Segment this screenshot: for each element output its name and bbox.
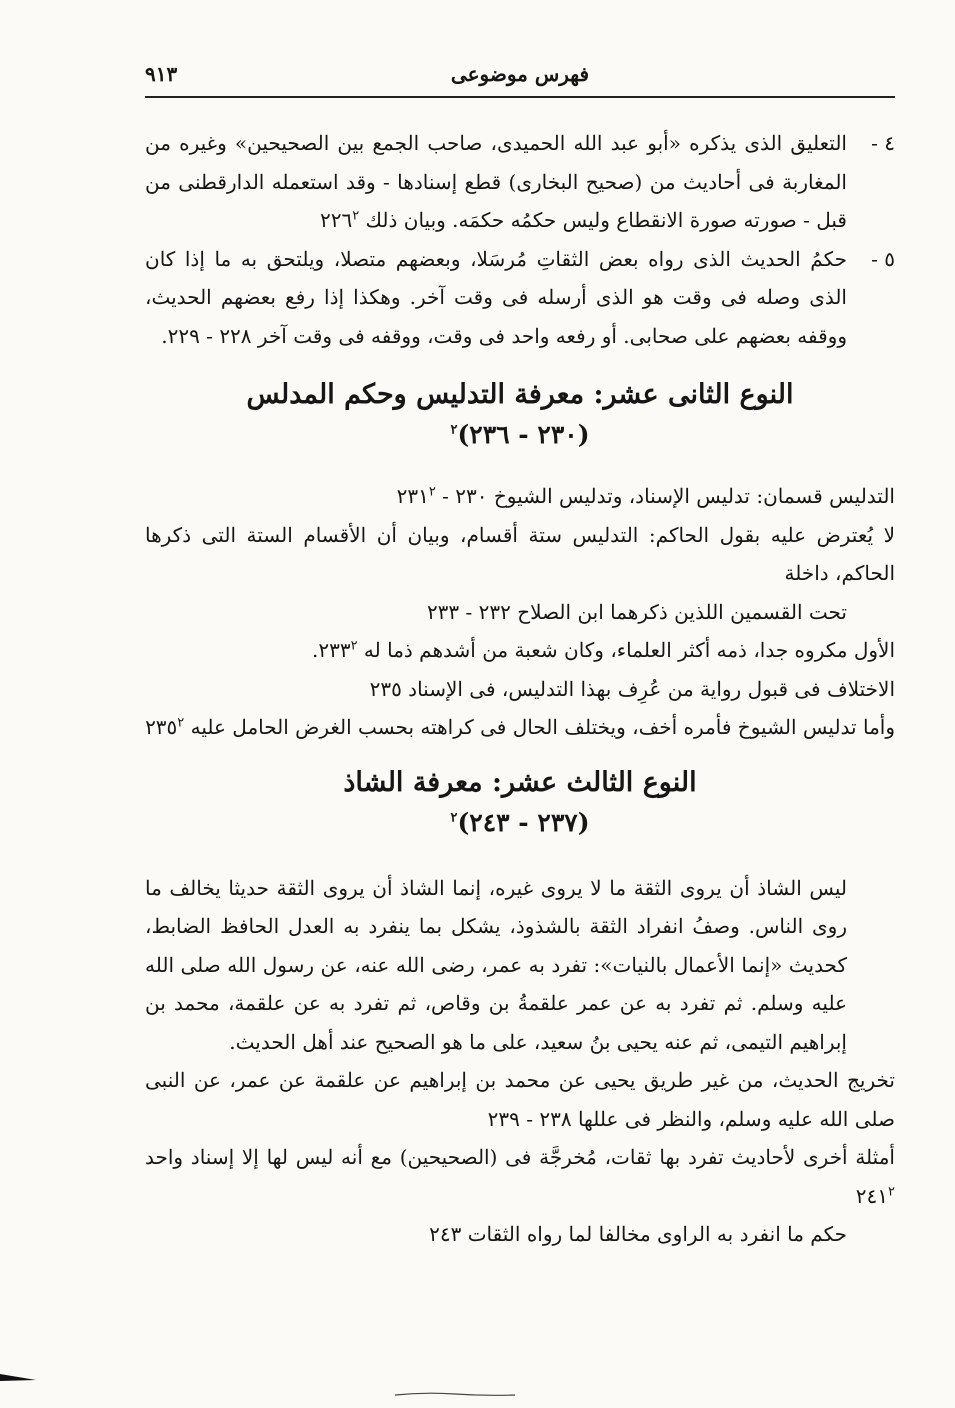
section-13-paragraph-1 bbox=[145, 869, 895, 1062]
index-item-4 bbox=[145, 124, 895, 240]
header-rule bbox=[145, 96, 895, 98]
section-12-entry-2-continued bbox=[145, 593, 895, 632]
entry-ref: ٢٣٣ bbox=[318, 638, 351, 662]
running-head bbox=[145, 56, 895, 92]
entry-text: الأول مكروه جدا، ذمه أكثر العلماء، وكان شعبة من أشدهم ذما له bbox=[357, 638, 895, 662]
entry-ref: ٢٤١ bbox=[855, 1183, 889, 1208]
footnote-mark: ٢ bbox=[450, 422, 458, 438]
entry-text: ليس الشاذ أن يروى الثقة ما لا يروى غيره، إنما الشاذ أن يروى الثقة حديثا يخالف ما روى الناس. وصفُ انفراد الثقة بالشذوذ، يشكل بما ينفرد به العدل الحافظ الضابط، كحديث «إنما الأعمال بالنيات»: تفرد به عمر، رضى الله عنه، عن رسول الله صلى الله عليه وسلم. ثم تفرد به عن عمر علقمةُ بن وقاص، ثم تفرد به عن علقمة، محمد بن إبراهيم التيمى، ثم عنه يحيى بنُ سعيد، على ما هو الصحيح عند أهل الحديث. bbox=[145, 875, 847, 1054]
page-number: ٩١٣ bbox=[145, 62, 178, 86]
entry-text: تحت القسمين اللذين ذكرهما ابن الصلاح ٢٣٢ - ٢٣٣ bbox=[426, 599, 847, 624]
entry-text: التدليس قسمان: تدليس الإسناد، وتدليس الشيوخ ٢٣٠ - bbox=[435, 484, 895, 508]
scan-edge-mark bbox=[0, 1372, 36, 1382]
footnote-mark: ٢ bbox=[888, 1183, 895, 1199]
section-13-entry-4 bbox=[145, 1215, 895, 1254]
section-12-entry-3 bbox=[145, 631, 895, 670]
range-text: (٢٣٠ - ٢٣٦) bbox=[457, 420, 590, 449]
page-body bbox=[145, 124, 895, 1254]
entry-text: لا يُعترض عليه بقول الحاكم: التدليس ستة أقسام، وبيان أن الأقسام الستة التى ذكرها الحاكم، داخلة bbox=[145, 522, 895, 585]
section-12-entry-4 bbox=[145, 670, 895, 709]
entry-tail: . bbox=[311, 638, 319, 662]
item-ref: ٢٢٦ bbox=[319, 208, 353, 232]
section-13-title: النوع الثالث عشر: معرفة الشاذ bbox=[343, 766, 697, 798]
section-13-entry-2 bbox=[145, 1061, 895, 1138]
entry-ref: ٢٣١ bbox=[396, 484, 429, 508]
range-text: (٢٣٧ - ٢٤٣) bbox=[457, 807, 590, 837]
footnote-mark: ٢ bbox=[350, 638, 358, 654]
running-title: فهرس موضوعى bbox=[450, 62, 590, 86]
item-text: حكمُ الحديث الذى رواه بعض الثقاتِ مُرسَلا، وبعضهم متصلا، ويلتحق به ما إذا كان الذى وصله فى وقت هو الذى أرسله فى وقت آخر. وهكذا إذا رفع بعضهم الحديث، ووقفه بعضهم على صحابى. أو رفعه واحد فى وقت، ووقفه فى وقت آخر ٢٢٨ - ٢٢٩. bbox=[145, 246, 847, 348]
section-12-entry-5 bbox=[145, 708, 895, 747]
footnote-mark: ٢ bbox=[428, 484, 436, 500]
entry-text: تخريج الحديث، من غير طريق يحيى عن محمد بن إبراهيم عن علقمة عن عمر، عن النبى صلى الله عليه وسلم، والنظر فى عللها ٢٣٨ - ٢٣٩ bbox=[145, 1068, 895, 1131]
item-number: ٥ - bbox=[871, 246, 895, 271]
footnote-mark: ٢ bbox=[450, 810, 458, 826]
section-13-entry-3 bbox=[145, 1138, 895, 1215]
entry-text: الاختلاف فى قبول رواية من عُرِف بهذا التدليس، فى الإسناد ٢٣٥ bbox=[369, 676, 895, 701]
entry-text: حكم ما انفرد به الراوى مخالفا لما رواه الثقات ٢٤٣ bbox=[429, 1222, 847, 1246]
item-number: ٤ - bbox=[871, 131, 895, 155]
scan-bottom-mark bbox=[395, 1392, 515, 1398]
index-item-5 bbox=[145, 240, 895, 356]
footnote-mark: ٢ bbox=[177, 715, 185, 731]
item-text: التعليق الذى يذكره «أبو عبد الله الحميدى، صاحب الجمع بين الصحيحين» وغيره من المغاربة فى أحاديث من (صحيح البخارى) قطع إسنادها - وقد استعمله الدارقطنى من قبل - صورته صورة الانقطاع وليس حكمُه حكمَه. وبيان ذلك bbox=[145, 131, 847, 232]
entry-text: وأما تدليس الشيوخ فأمره أخف، ويختلف الحال فى كراهته بحسب الغرض الحامل عليه bbox=[184, 715, 895, 739]
entry-ref: ٢٣٥ bbox=[145, 715, 178, 739]
entry-text: أمثلة أخرى لأحاديث تفرد بها ثقات، مُخرجَّة فى (الصحيحين) مع أنه ليس لها إلا إسناد واحد bbox=[145, 1145, 895, 1169]
section-13-range bbox=[145, 803, 895, 843]
footnote-mark: ٢ bbox=[352, 208, 360, 224]
section-12-entry-2 bbox=[145, 516, 895, 593]
section-12-range bbox=[145, 415, 895, 455]
section-12-title: النوع الثانى عشر: معرفة التدليس وحكم المدلس bbox=[246, 379, 794, 410]
section-12-entry-1 bbox=[145, 477, 895, 516]
